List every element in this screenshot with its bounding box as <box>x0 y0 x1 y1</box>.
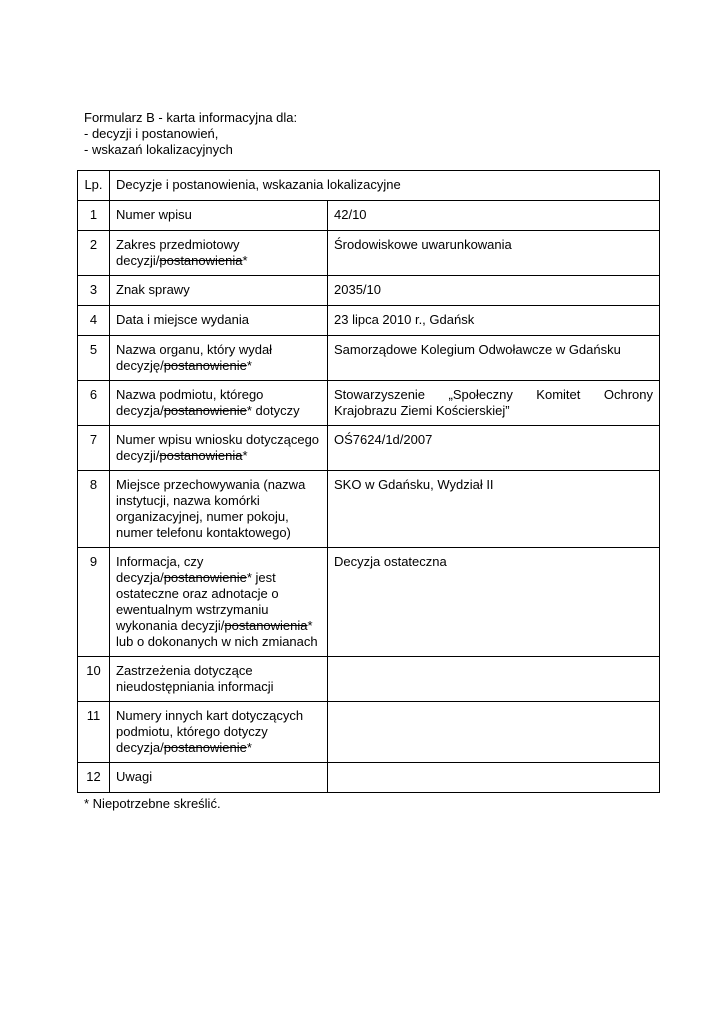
row-value <box>328 763 660 793</box>
row-value <box>328 657 660 702</box>
strikethrough-text: postanowienie <box>163 570 247 585</box>
row-label: Zakres przedmiotowy decyzji/postanowienia* <box>110 231 328 276</box>
table-row <box>78 336 660 381</box>
row-number: 5 <box>78 336 110 381</box>
table-header-row <box>78 171 660 201</box>
row-number: 3 <box>78 276 110 306</box>
row-label: Miejsce przechowywania (nazwa instytucji, nazwa komórki organizacyjnej, numer pokoju, numer telefonu kontaktowego) <box>110 471 328 548</box>
table-row <box>78 231 660 276</box>
column-header-lp: Lp. <box>78 171 110 201</box>
table-row <box>78 657 660 702</box>
row-number: 6 <box>78 381 110 426</box>
information-card-table <box>77 170 660 793</box>
row-number: 11 <box>78 702 110 763</box>
row-number: 8 <box>78 471 110 548</box>
row-label: Uwagi <box>110 763 328 793</box>
row-value: 2035/10 <box>328 276 660 306</box>
row-value: Stowarzyszenie „Społeczny Komitet Ochrony Krajobrazu Ziemi Kościerskiej” <box>328 381 660 426</box>
row-value: Decyzja ostateczna <box>328 548 660 657</box>
row-number: 4 <box>78 306 110 336</box>
row-number: 1 <box>78 201 110 231</box>
row-number: 9 <box>78 548 110 657</box>
header-item-locations: - wskazań lokalizacyjnych <box>84 142 233 157</box>
strikethrough-text: postanowienia <box>224 618 308 633</box>
table-row <box>78 306 660 336</box>
strikethrough-text: postanowienia <box>159 253 243 268</box>
strikethrough-text: postanowienie <box>163 358 247 373</box>
row-value: 23 lipca 2010 r., Gdańsk <box>328 306 660 336</box>
table-row <box>78 702 660 763</box>
row-number: 7 <box>78 426 110 471</box>
row-label: Nazwa podmiotu, którego decyzja/postanowienie* dotyczy <box>110 381 328 426</box>
row-value: Środowiskowe uwarunkowania <box>328 231 660 276</box>
strikethrough-text: postanowienie <box>163 403 247 418</box>
footnote: * Niepotrzebne skreślić. <box>84 796 221 811</box>
table-row <box>78 381 660 426</box>
column-header-title: Decyzje i postanowienia, wskazania lokalizacyjne <box>110 171 660 201</box>
table-row <box>78 201 660 231</box>
row-value: OŚ7624/1d/2007 <box>328 426 660 471</box>
table-row <box>78 548 660 657</box>
row-value: 42/10 <box>328 201 660 231</box>
header-item-decisions: - decyzji i postanowień, <box>84 126 219 141</box>
header-title: Formularz B - karta informacyjna dla: <box>84 110 298 125</box>
row-label: Informacja, czy decyzja/postanowienie* jest ostateczne oraz adnotacje o ewentualnym wstrzymaniu wykonania decyzji/postanowienia* lub o dokonanych w nich zmianach <box>110 548 328 657</box>
form-header <box>84 110 297 158</box>
row-label: Numer wpisu <box>110 201 328 231</box>
row-label: Znak sprawy <box>110 276 328 306</box>
row-label: Zastrzeżenia dotyczące nieudostępniania informacji <box>110 657 328 702</box>
row-value: SKO w Gdańsku, Wydział II <box>328 471 660 548</box>
row-label: Numer wpisu wniosku dotyczącego decyzji/postanowienia* <box>110 426 328 471</box>
table-row <box>78 763 660 793</box>
row-number: 10 <box>78 657 110 702</box>
strikethrough-text: postanowienie <box>163 740 247 755</box>
row-value <box>328 702 660 763</box>
row-number: 2 <box>78 231 110 276</box>
strikethrough-text: postanowienia <box>159 448 243 463</box>
row-label: Nazwa organu, który wydał decyzję/postanowienie* <box>110 336 328 381</box>
row-number: 12 <box>78 763 110 793</box>
row-label: Numery innych kart dotyczących podmiotu, którego dotyczy decyzja/postanowienie* <box>110 702 328 763</box>
row-label: Data i miejsce wydania <box>110 306 328 336</box>
row-value: Samorządowe Kolegium Odwoławcze w Gdańsku <box>328 336 660 381</box>
table-row <box>78 426 660 471</box>
table-row <box>78 471 660 548</box>
table-row <box>78 276 660 306</box>
